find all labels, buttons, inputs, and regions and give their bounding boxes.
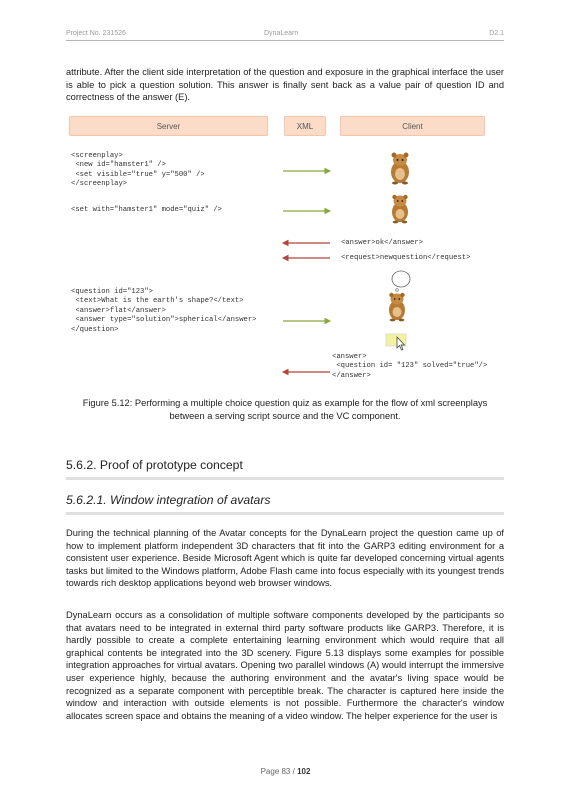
screenplay-code: <screenplay> <new id="hamster1" /> <set visible="true" y="500" /> </screenplay> (71, 152, 205, 189)
project-number: Project No. 231526 (66, 30, 126, 37)
arrowhead-to-client-2 (325, 209, 330, 214)
subsection-rule (66, 512, 504, 515)
arrowhead-to-server-3 (283, 370, 288, 375)
xml-column-header: XML (284, 116, 326, 136)
body-paragraph-1: During the technical planning of the Avatar concepts for the DynaLearn project the question came up of how to implement platform independent 3D characters that fit into the GARP3 editing environment for a consistent user experience. Beside Microsoft Agent which is quite far developed concerning virtual agents tasks but limited to the Windows platform, Adobe Flash came into focus especially with its youngest trends towards rich desktop applications beyond web browser windows. (66, 528, 504, 589)
question-bubble-icon (392, 271, 410, 291)
arrows-to-client (283, 169, 330, 324)
client-column-header: Client (340, 116, 485, 136)
answer-solved-code: <answer> <question id= "123" solved="true"/> </answer> (332, 353, 488, 380)
document-title: DynaLearn (264, 30, 299, 37)
arrows-to-server (283, 241, 330, 375)
answer-button-cursor-icon (386, 334, 406, 350)
intro-paragraph: attribute. After the client side interpretation of the question and exposure in the graphical interface the user is able to pick a question solution. This answer is finally sent back as a value pair of question ID and correctness of the answer (E). (66, 67, 504, 103)
figure-caption: Figure 5.12: Performing a multiple choice question quiz as example for the flow of xml screenplays between a serving script source and the VC component. (82, 398, 488, 421)
request-code: <request>newquestion</request> (341, 254, 471, 262)
arrowhead-to-server-1 (283, 241, 288, 246)
hamster-quiz-avatar-icon (392, 195, 408, 224)
question-code: <question id="123"> <text>What is the earth's shape?</text> <answer>flat</answer> <answer type="solution">spherical</answer> </question> (71, 288, 257, 334)
hamster-avatar-icon (391, 153, 409, 185)
section-heading: 5.6.2. Proof of prototype concept (66, 458, 243, 472)
page-footer (0, 767, 571, 776)
body-paragraph-2: DynaLearn occurs as a consolidation of multiple software components developed by the participants so that avatars need to be integrated in external third party software products like GARP3. Therefore, it is hardly possible to create a complete entertaining learning environment which would require that all graphical contents be integrated into the 3D scenery. Figure 5.13 displays some examples for possible integration approaches for virtual avatars. Opening two parallel windows (A) would interrupt the immersive user experience highly, because the authoring environment and the avatar's living space would be recognized as a separate component with perceptible break. The character is captured here inside the window and interaction with outside elements is not possible. Furthermore the character's window allocates screen space and obtains the meaning of a video window. The helper experience for the user is (66, 610, 504, 721)
page-number-prefix: Page 83 / (260, 767, 298, 776)
arrowhead-to-client-3 (325, 319, 330, 324)
deliverable-id: D2.1 (489, 30, 504, 37)
hamster-question-avatar-icon (389, 293, 405, 322)
arrowhead-to-client-1 (325, 169, 330, 174)
set-mode-code: <set with="hamster1" mode="quiz" /> (71, 206, 222, 214)
arrowhead-to-server-2 (283, 256, 288, 261)
subsection-heading: 5.6.2.1. Window integration of avatars (66, 493, 271, 507)
answer-ok-code: <answer>ok</answer> (341, 239, 423, 247)
server-column-header: Server (69, 116, 268, 136)
section-rule (66, 477, 504, 480)
page-total: 102 (297, 767, 311, 776)
